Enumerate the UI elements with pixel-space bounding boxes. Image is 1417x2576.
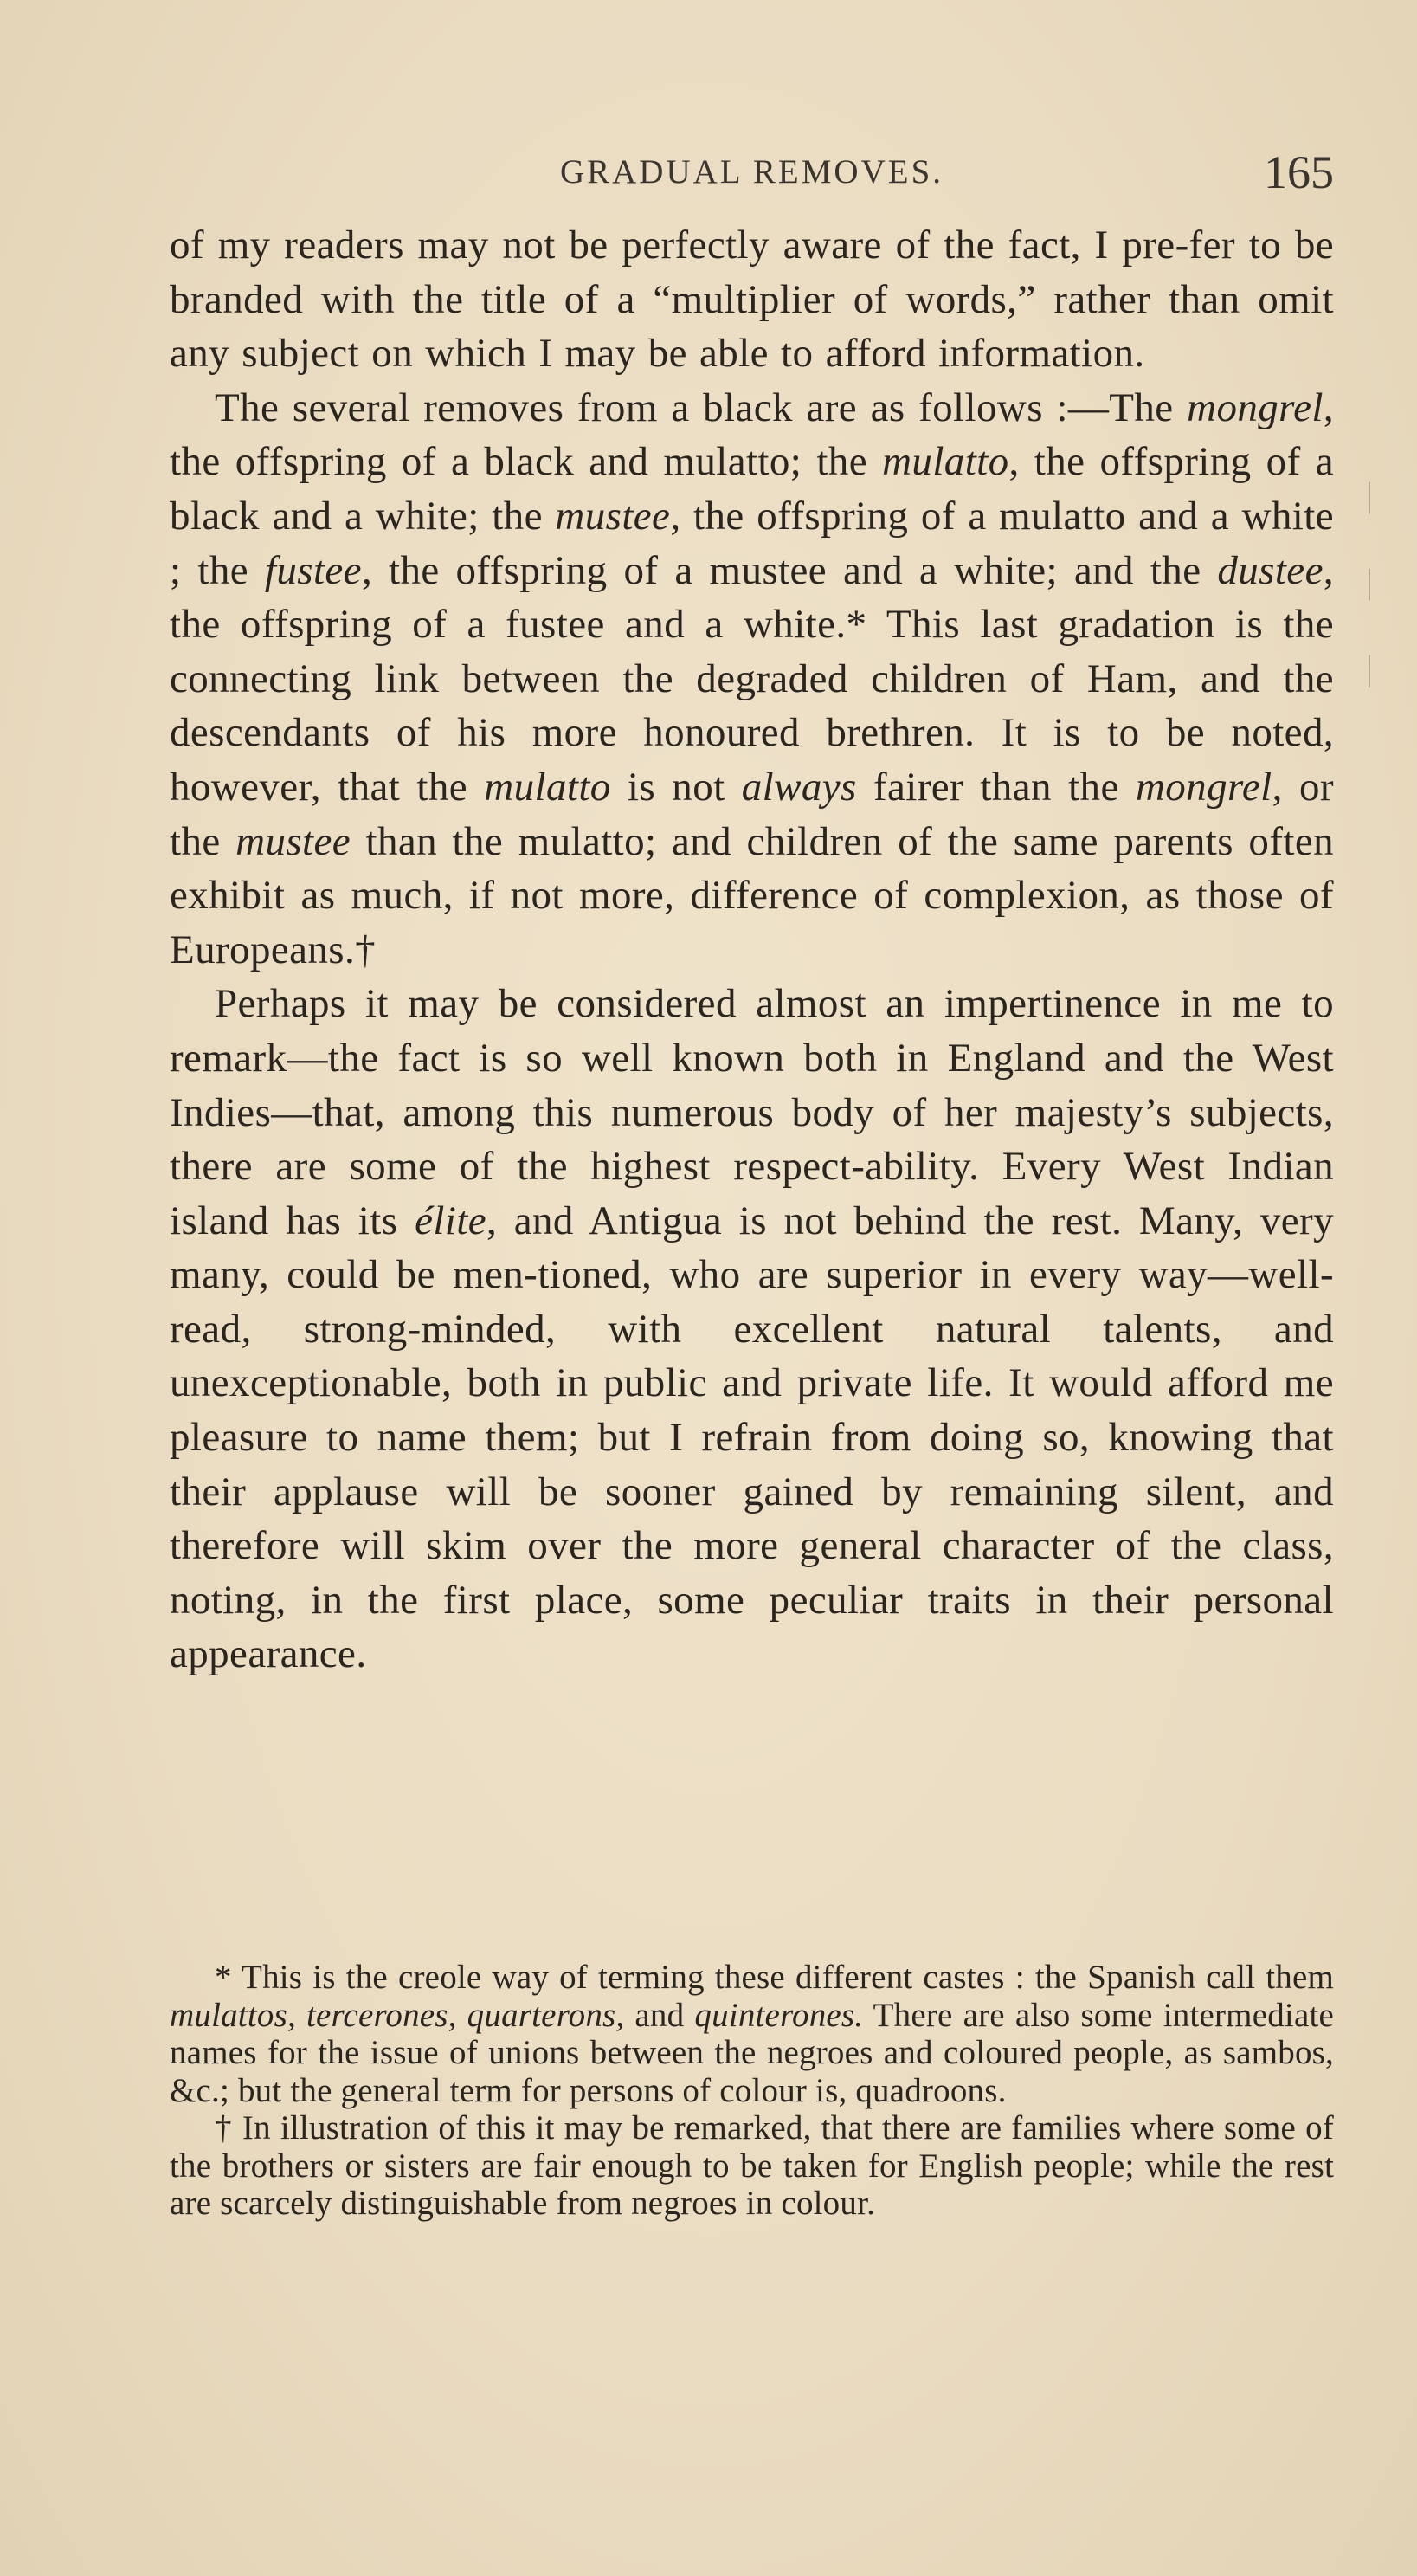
paragraph [170,218,1334,381]
footnote [170,1959,1334,2109]
text-run: and [624,1996,695,2034]
italic-term: élite [415,1198,486,1243]
text-run: , the offspring of a black and mulatto; the [170,384,1334,485]
text-run: , or the [170,764,1334,864]
italic-term: mulatto [882,439,1009,485]
page-number: 165 [1264,146,1334,198]
margin-bracket-mark: | [1366,562,1374,601]
italic-term: mulattos, tercerones, quarterons, [170,1996,625,2034]
italic-term: quinterones. [694,1996,864,2034]
body-text [170,218,1334,1682]
running-title: GRADUAL REMOVES. [559,153,944,190]
paragraph [170,381,1334,978]
italic-term: mongrel [1187,384,1324,430]
text-run: , and Antigua is not behind the rest. Many, very many, could be men-tioned, who are superior in every way—well-read, strong-minded, with excellent natural talents, and unexceptionable, both in public and private life. It would afford me pleasure to name them; but I refrain from doing so, knowing that their applause will be sooner gained by remaining silent, and therefore will skim over the more general character of the class, noting, in the first place, some peculiar traits in their personal appearance. [170,1198,1335,1677]
italic-term: mulatto [484,764,611,810]
italic-term: always [741,764,857,810]
italic-term: mustee [235,818,351,864]
text-run: Perhaps it may be considered almost an impertinence in me to remark—the fact is so well known both in England and the West Indies—that, among this numerous body of her majesty’s subjects, there are some of the highest respect-ability. Every West Indian island has its [170,981,1334,1243]
page-header [170,145,1334,206]
text-run: There are also some intermediate names for the issue of unions between the negroes and coloured people, as sambos, &c.; but the general term for persons of colour is, quadroons. [170,1996,1335,2109]
italic-term: mongrel [1135,764,1272,810]
text-run: , the offspring of a fustee and a white.* This last gradation is the connecting link between the degraded children of Ham, and the descendants of his more honoured brethren. It is to be noted, however, that the [170,547,1334,810]
text-run: * This is the creole way of terming these different castes : the Spanish call them [215,1959,1334,1996]
text-run: , the offspring of a mustee and a white; and the [361,547,1218,593]
text-run: is not [610,764,742,810]
italic-term: dustee [1217,547,1324,593]
margin-bracket-mark: | [1366,649,1374,688]
text-run: of my readers may not be perfectly aware of the fact, I pre-fer to be branded with the title of a “multiplier of words,” rather than omit any subject on which I may be able to afford information. [170,223,1334,377]
italic-term: mustee [555,493,671,539]
text-run: than the mulatto; and children of the same parents often exhibit as much, if not more, difference of complexion, as those of Europeans.† [170,818,1334,972]
paragraph [170,977,1334,1682]
footnote [170,2109,1334,2223]
text-run: , the offspring of a mulatto and a white ; the [170,493,1334,593]
footnotes [170,1959,1334,2223]
text-run: † In illustration of this it may be remarked, that there are families where some of the brothers or sisters are fair enough to be taken for English people; while the rest are scarcely distinguishable from negroes in colour. [170,2109,1334,2222]
text-run: The several removes from a black are as follows :—The [215,384,1188,430]
margin-bracket-mark: | [1366,475,1374,514]
text-run: , the offspring of a black and a white; the [170,439,1334,539]
text-run: fairer than the [856,764,1136,810]
italic-term: fustee [264,547,362,593]
